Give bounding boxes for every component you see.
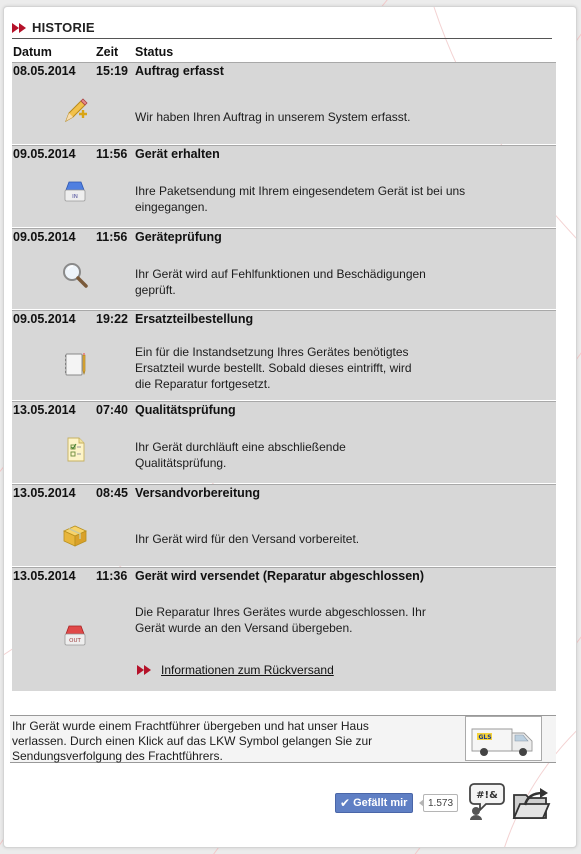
entry-time: 11:56	[96, 230, 128, 244]
column-headers	[12, 45, 556, 61]
entry-description: Ihre Paketsendung mit Ihrem eingesendetem Gerät ist bei uns eingegangen.	[135, 184, 466, 214]
history-entry	[12, 62, 556, 144]
entry-title: Gerät wird versendet (Reparatur abgeschlossen)	[135, 569, 424, 583]
history-title: HISTORIE	[32, 20, 95, 35]
magnifier-icon	[60, 260, 90, 290]
outbox-out-icon	[60, 620, 90, 650]
entry-time: 07:40	[96, 403, 128, 417]
entry-date: 09.05.2014	[13, 147, 76, 161]
feedback-speech-icon[interactable]	[467, 780, 507, 820]
delivery-truck-icon	[466, 717, 541, 760]
in-label: IN	[72, 194, 78, 200]
history-header	[12, 17, 552, 39]
history-entry	[12, 228, 556, 309]
double-arrow-icon	[12, 23, 28, 33]
entry-description: Wir haben Ihren Auftrag in unserem System erfasst.	[135, 110, 411, 124]
column-header-date: Datum	[13, 45, 52, 59]
entry-title: Ersatzteilbestellung	[135, 312, 254, 326]
checkmark-icon: ✔	[340, 796, 351, 810]
entry-description: Ein für die Instandsetzung Ihres Gerätes benötigtes Ersatzteil wurde bestellt. Sobald dieses eintrifft, wird die Reparatur fortgesetzt.	[135, 345, 412, 391]
feedback-symbols: #!&	[476, 790, 498, 801]
entry-description: Ihr Gerät durchläuft eine abschließende Qualitätsprüfung.	[135, 440, 346, 470]
entry-time: 11:56	[96, 147, 128, 161]
entry-title: Geräteprüfung	[135, 230, 222, 244]
return-info-link-row	[137, 663, 334, 677]
history-entry	[12, 567, 556, 691]
out-label: OUT	[69, 638, 81, 644]
entry-description: Die Reparatur Ihres Gerätes wurde abgeschlossen. Ihr Gerät wurde an den Versand übergeben.	[135, 605, 426, 635]
return-shipping-info-link[interactable]: Informationen zum Rückversand	[161, 663, 334, 677]
carrier-notice	[10, 715, 556, 763]
like-count: 1.573	[423, 794, 458, 812]
notepad-icon	[60, 349, 90, 379]
delivery-truck-button[interactable]	[465, 716, 542, 761]
double-arrow-icon	[137, 665, 153, 675]
history-panel	[3, 6, 577, 848]
entry-time: 19:22	[96, 312, 128, 326]
entry-date: 13.05.2014	[13, 486, 76, 500]
column-header-status: Status	[135, 45, 174, 59]
history-entry	[12, 401, 556, 483]
entry-description: Ihr Gerät wird auf Fehlfunktionen und Beschädigungen geprüft.	[135, 267, 426, 297]
checklist-icon	[60, 434, 90, 464]
entry-description: Ihr Gerät wird für den Versand vorbereitet.	[135, 532, 360, 546]
entry-time: 08:45	[96, 486, 128, 500]
entry-title: Qualitätsprüfung	[135, 403, 236, 417]
entry-date: 13.05.2014	[13, 403, 76, 417]
entry-time: 11:36	[96, 569, 128, 583]
entry-title: Auftrag erfasst	[135, 64, 224, 78]
carrier-notice-text: Ihr Gerät wurde einem Frachtführer übergeben und hat unser Haus verlassen. Durch einen Klick auf das LKW Symbol gelangen Sie zur Sendungsverfolgung des Frachtführers.	[12, 719, 373, 763]
inbox-in-icon	[60, 176, 90, 206]
history-entry	[12, 484, 556, 566]
entry-time: 15:19	[96, 64, 128, 78]
share-folder-icon[interactable]	[511, 783, 551, 821]
like-label: Gefällt mir	[353, 797, 408, 809]
pencil-add-icon	[60, 96, 90, 126]
entry-date: 08.05.2014	[13, 64, 76, 78]
history-entry	[12, 145, 556, 227]
entry-date: 09.05.2014	[13, 312, 76, 326]
entry-title: Gerät erhalten	[135, 147, 220, 161]
facebook-like-button[interactable]	[335, 793, 413, 813]
entry-date: 09.05.2014	[13, 230, 76, 244]
entry-title: Versandvorbereitung	[135, 486, 261, 500]
gls-logo: GLS	[478, 734, 492, 741]
history-entry	[12, 310, 556, 400]
entry-date: 13.05.2014	[13, 569, 76, 583]
package-icon	[60, 519, 90, 549]
column-header-time: Zeit	[96, 45, 119, 59]
